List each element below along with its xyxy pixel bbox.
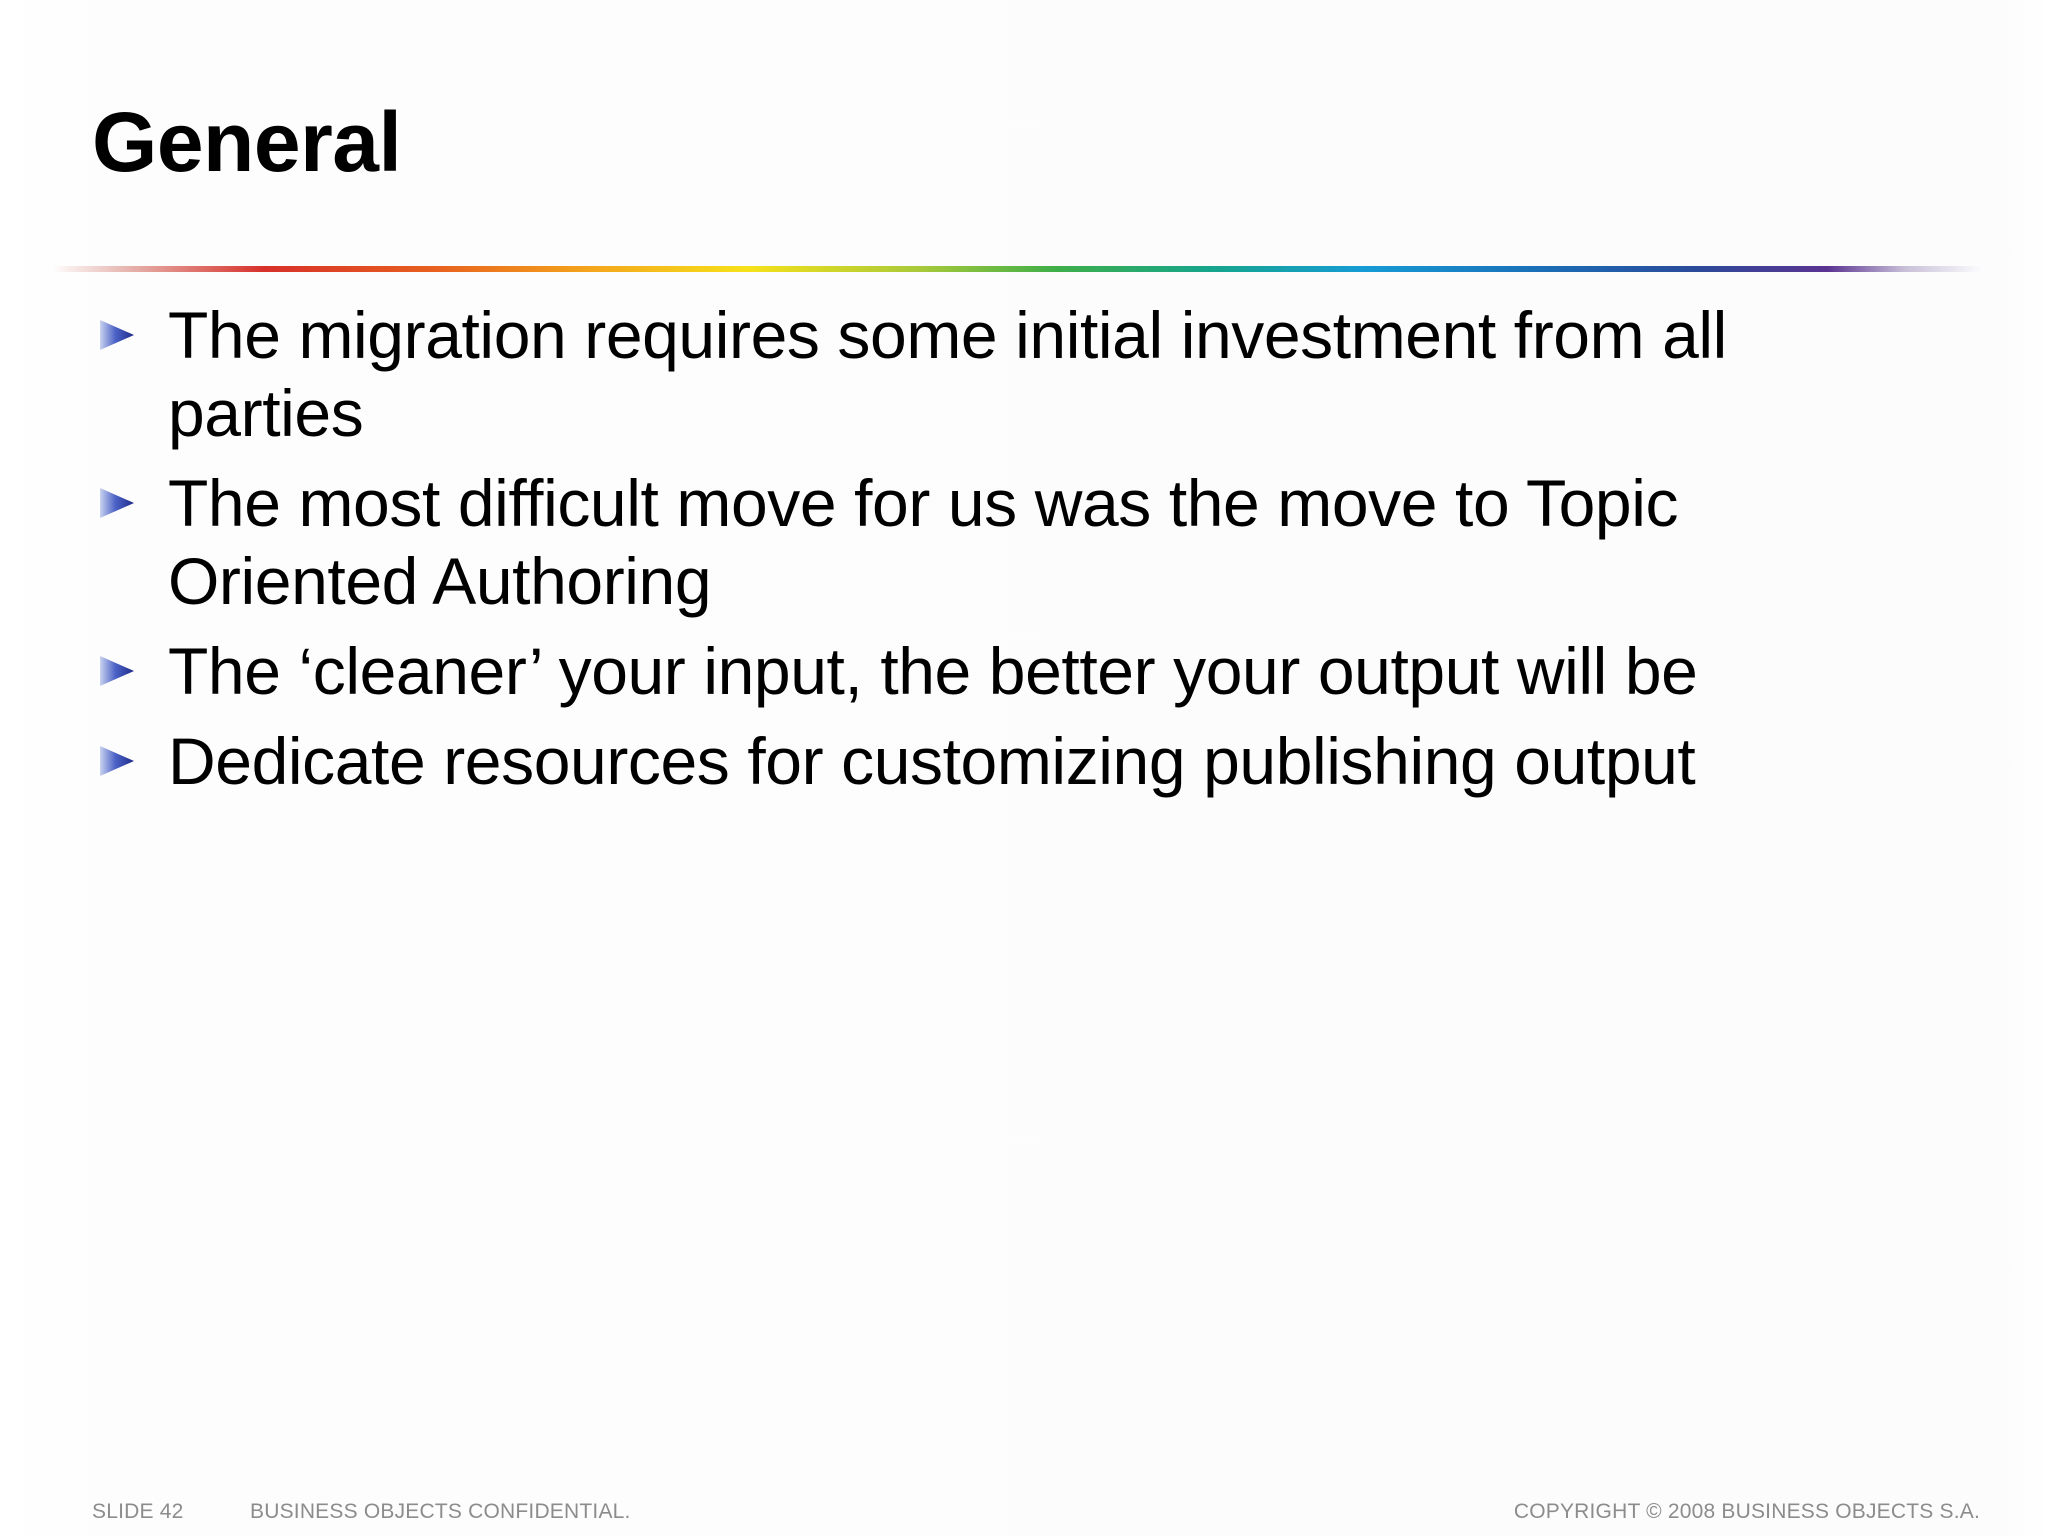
bullet-text: The ‘cleaner’ your input, the better your output will be <box>168 634 1698 708</box>
triangle-arrow-icon <box>96 486 138 520</box>
triangle-arrow-icon <box>96 744 138 778</box>
confidential-notice: BUSINESS OBJECTS CONFIDENTIAL. <box>250 1500 631 1523</box>
copyright-notice: COPYRIGHT © 2008 BUSINESS OBJECTS S.A. <box>1513 1500 1980 1523</box>
bullet-item <box>96 464 1816 620</box>
bullet-text: The most difficult move for us was the move to Topic Oriented Authoring <box>168 466 1679 618</box>
bullet-item <box>96 632 1816 710</box>
bullet-item <box>96 722 1816 800</box>
bullet-item <box>96 296 1816 452</box>
rainbow-divider <box>52 266 1982 272</box>
slide-title: General <box>92 95 402 189</box>
triangle-arrow-icon <box>96 654 138 688</box>
slide-number: SLIDE 42 <box>92 1500 184 1523</box>
bullet-text: The migration requires some initial investment from all parties <box>168 298 1727 450</box>
bullet-text: Dedicate resources for customizing publishing output <box>168 724 1696 798</box>
triangle-arrow-icon <box>96 318 138 352</box>
bullet-list <box>96 296 1816 812</box>
